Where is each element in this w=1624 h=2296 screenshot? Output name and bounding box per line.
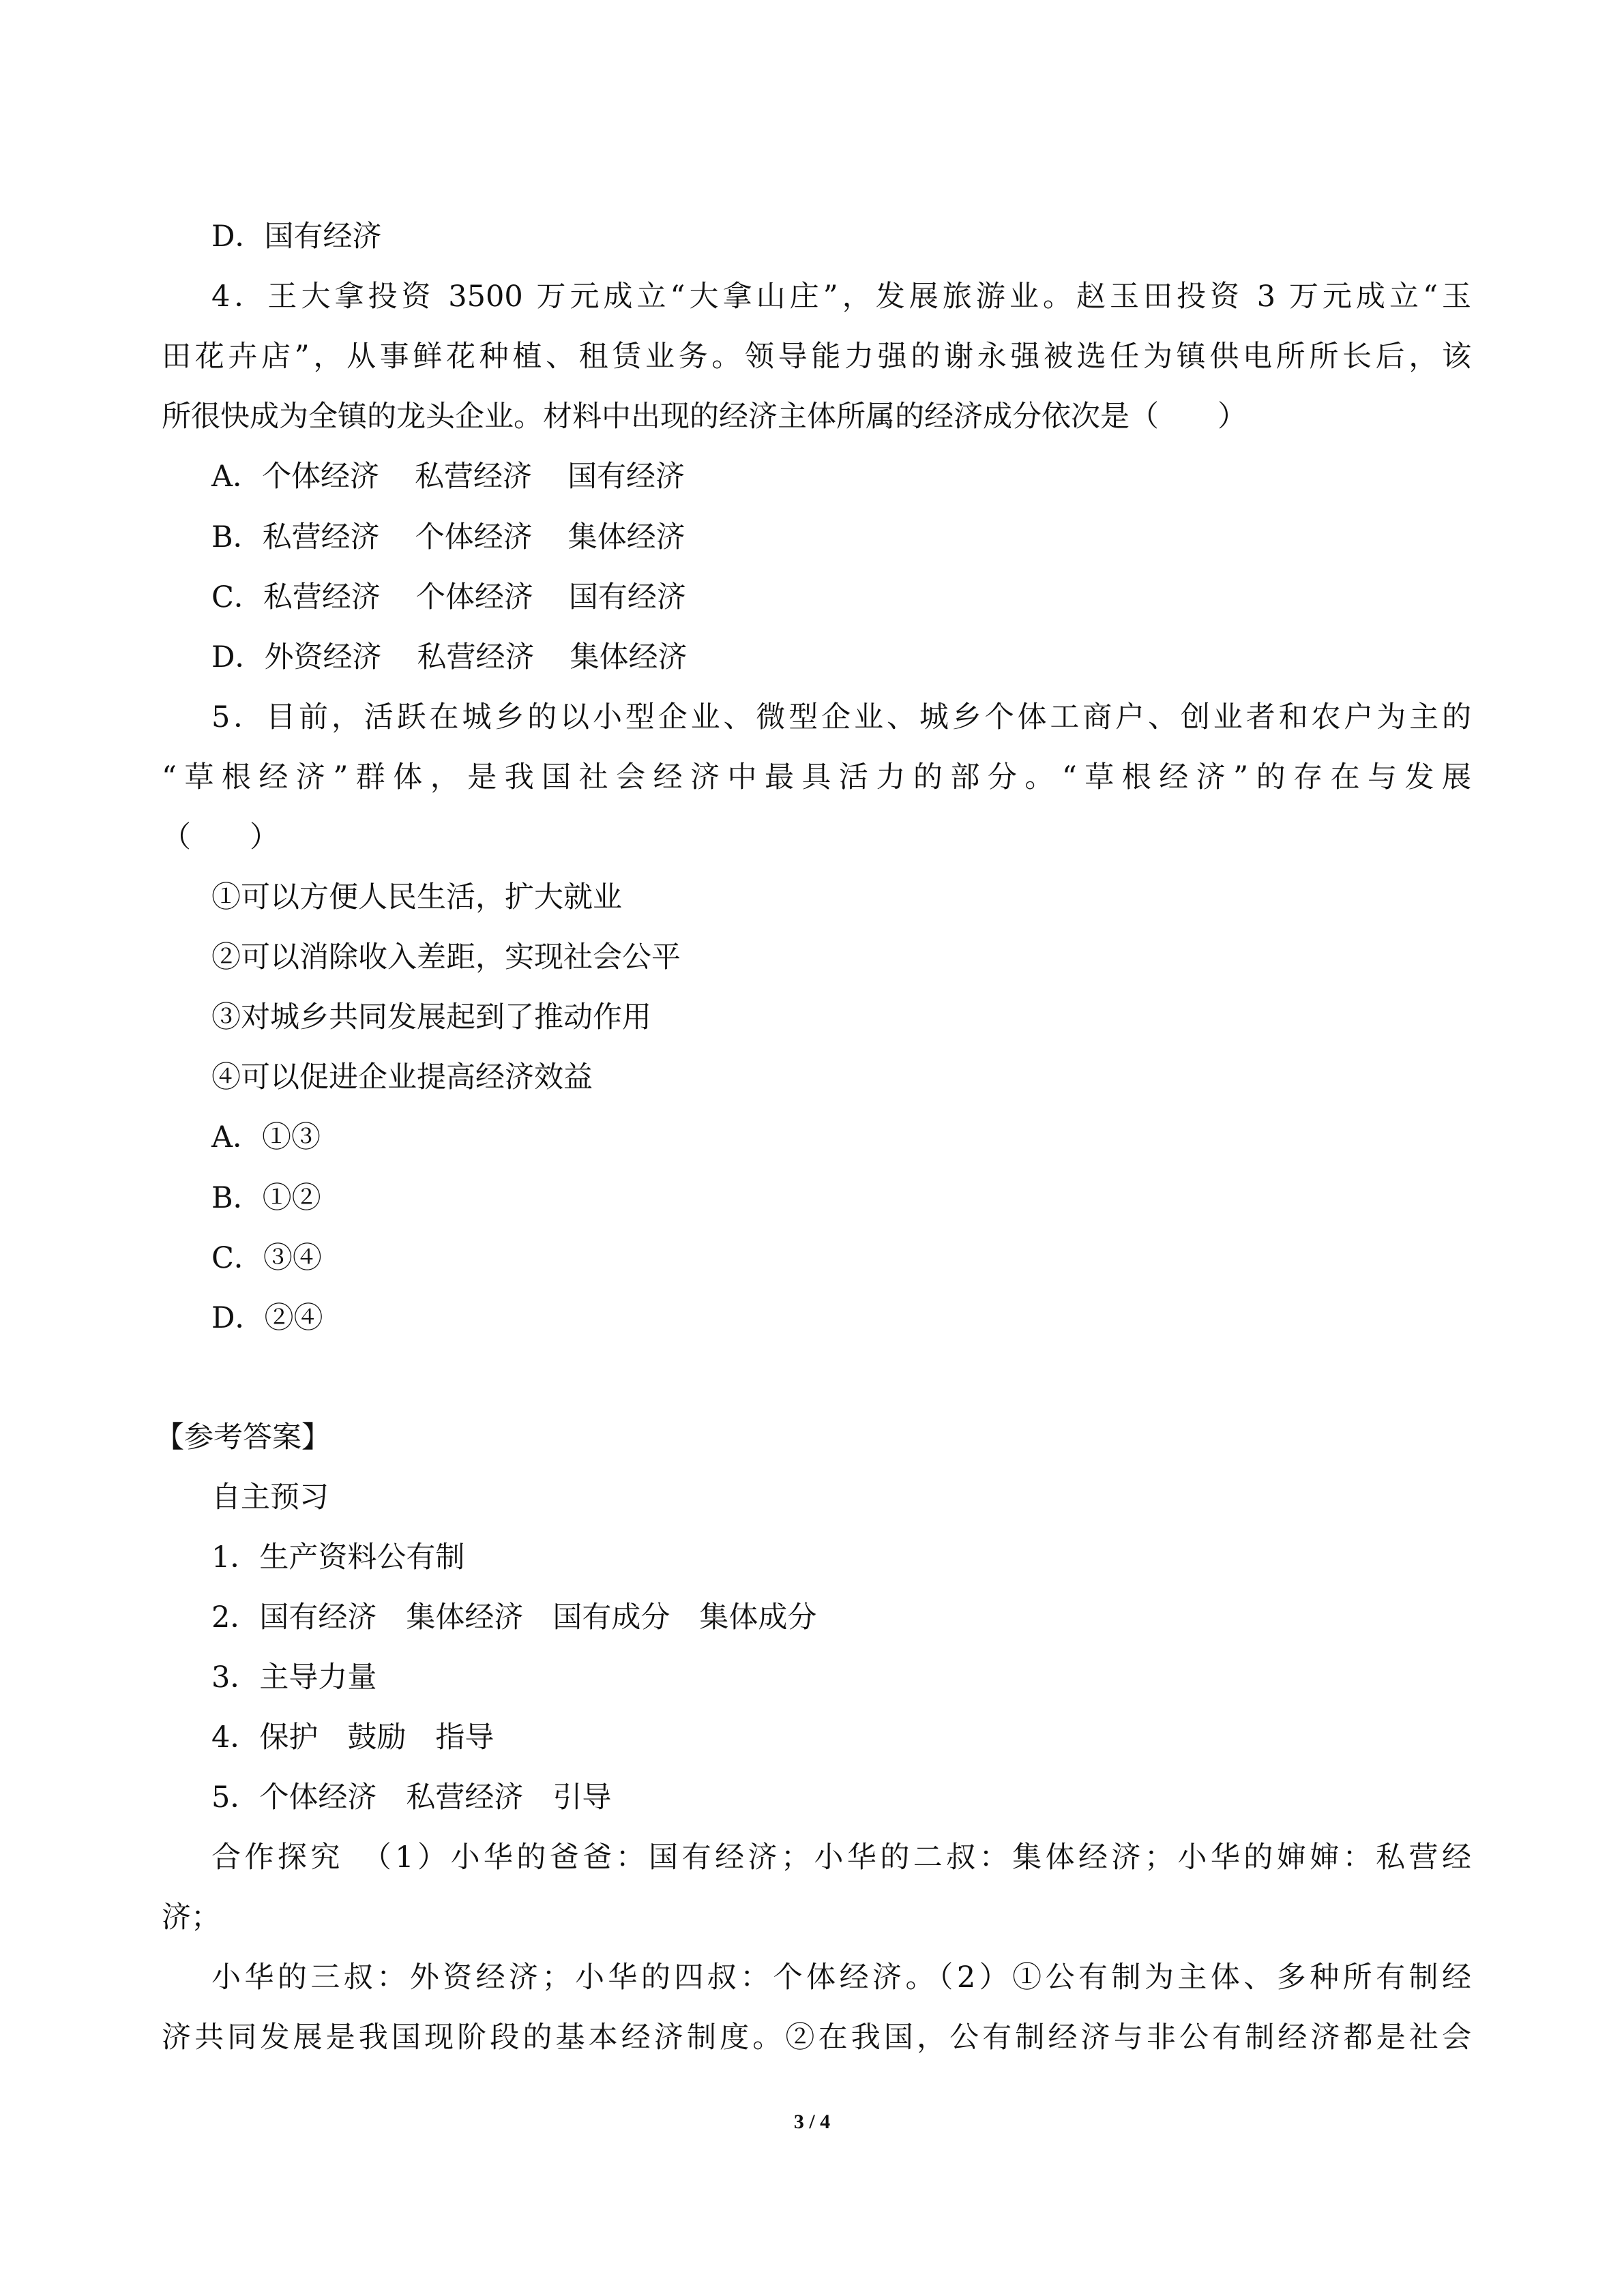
q4-option-c xyxy=(211,577,686,618)
answer-item-5: 5．个体经济 私营经济 引导 xyxy=(211,1780,612,1815)
q5-statement-1: ①可以方便人民生活，扩大就业 xyxy=(211,880,622,914)
option-item: 私营经济 xyxy=(263,580,381,614)
option-item: 私营经济 xyxy=(262,520,380,554)
q5-stem-line-2: “草根经济”群体，是我国社会经济中最具活力的部分。“草根经济”的存在与发展 xyxy=(162,760,1471,794)
option-label: C． xyxy=(211,580,263,614)
coop-line-2: 济； xyxy=(162,1900,220,1935)
option-item: 国有经济 xyxy=(567,460,685,494)
q5-option-c: C．③④ xyxy=(211,1241,322,1275)
answer-item-3: 3．主导力量 xyxy=(211,1660,377,1695)
page-number: 3 / 4 xyxy=(793,2111,831,2133)
q5-option-d: D．②④ xyxy=(211,1301,323,1335)
coop-line-4: 济共同发展是我国现阶段的基本经济制度。②在我国，公有制经济与非公有制经济都是社会 xyxy=(162,2021,1471,2055)
q5-stem-line-3: （ ） xyxy=(162,820,279,854)
q5-statement-3: ③对城乡共同发展起到了推动作用 xyxy=(211,1000,651,1034)
q4-option-b xyxy=(211,517,685,558)
answer-item-2: 2．国有经济 集体经济 国有成分 集体成分 xyxy=(211,1600,817,1635)
q5-option-a: A．①③ xyxy=(211,1120,321,1154)
option-item: 个体经济 xyxy=(262,460,380,494)
option-item: 个体经济 xyxy=(415,520,533,554)
q4-option-d xyxy=(211,637,687,678)
option-item: 集体经济 xyxy=(570,640,688,674)
option-item: 国有经济 xyxy=(568,580,686,614)
answer-item-4: 4．保护 鼓励 指导 xyxy=(211,1720,494,1755)
q4-stem-line-2: 田花卉店”，从事鲜花种植、租赁业务。领导能力强的谢永强被选任为镇供电所所长后，该 xyxy=(162,340,1471,374)
coop-line-3: 小华的三叔：外资经济；小华的四叔：个体经济。（2）①公有制为主体、多种所有制经 xyxy=(211,1960,1471,1995)
q5-option-b: B．①② xyxy=(211,1181,321,1215)
q4-stem-line-3: 所很快成为全镇的龙头企业。材料中出现的经济主体所属的经济成分依次是（ ） xyxy=(162,400,1247,434)
option-item: 外资经济 xyxy=(264,640,382,674)
option-item: 私营经济 xyxy=(415,460,533,494)
answers-heading: 【参考答案】 xyxy=(155,1420,331,1455)
option-item: 集体经济 xyxy=(567,520,685,554)
answer-item-1: 1．生产资料公有制 xyxy=(211,1540,465,1575)
answers-self-study: 自主预习 xyxy=(211,1480,329,1515)
q3-option-d: D．国有经济 xyxy=(211,220,382,254)
option-item: 个体经济 xyxy=(415,580,533,614)
option-label: D． xyxy=(211,640,265,674)
q4-option-a xyxy=(211,456,685,497)
q4-stem-line-1: 4．王大拿投资 3500 万元成立“大拿山庄”，发展旅游业。赵玉田投资 3 万元成立“玉 xyxy=(211,280,1471,314)
q5-stem-line-1: 5．目前，活跃在城乡的以小型企业、微型企业、城乡个体工商户、创业者和农户为主的 xyxy=(211,700,1471,734)
option-item: 私营经济 xyxy=(417,640,535,674)
option-label: B． xyxy=(211,520,263,554)
q5-statement-4: ④可以促进企业提高经济效益 xyxy=(211,1060,593,1094)
q5-statement-2: ②可以消除收入差距，实现社会公平 xyxy=(211,940,681,974)
option-label: A． xyxy=(211,460,263,494)
coop-line-1: 合作探究 （1）小华的爸爸：国有经济；小华的二叔：集体经济；小华的婶婶：私营经 xyxy=(211,1840,1471,1875)
